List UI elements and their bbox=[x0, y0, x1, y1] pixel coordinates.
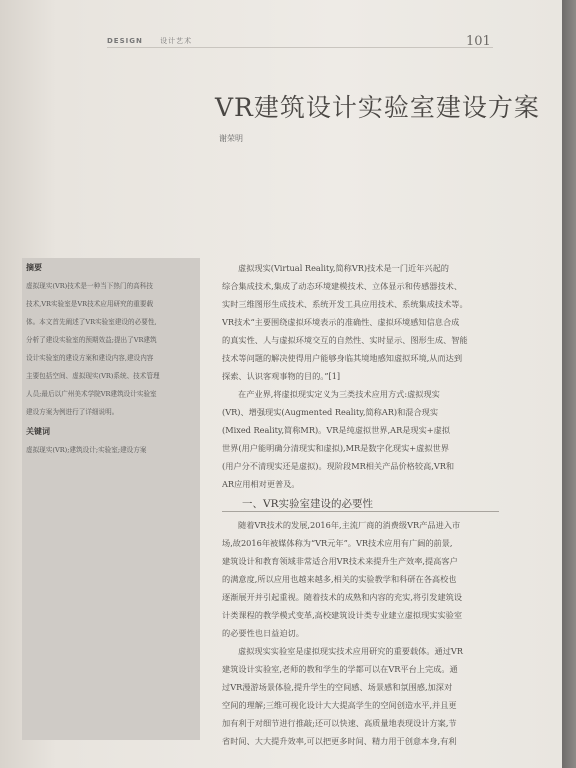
body-line: 省时间、大大提升效率,可以把更多时间、精力用于创意本身,有利 bbox=[222, 736, 457, 746]
body-line: 逐渐展开并引起重视。随着技术的成熟和内容的充实,将引发建筑设 bbox=[222, 592, 463, 602]
body-line: 虚拟现实实验室是虚拟现实技术应用研究的重要载体。通过VR bbox=[238, 646, 463, 656]
body-line: 加有利于对细节进行推敲;还可以快速、高质量地表现设计方案,节 bbox=[222, 718, 457, 728]
body-line: 的满意度,所以应用也越来越多,相关的实验教学和科研在各高校也 bbox=[222, 574, 457, 584]
body-line: 世界(用户能明确分清现实和虚拟),MR是数字化现实+虚拟世界 bbox=[222, 443, 449, 453]
page-number: 101 bbox=[466, 34, 491, 49]
body-line: 探索、认识客观事物的目的。”[1] bbox=[222, 371, 341, 381]
abstract-line: 虚拟现实(VR)技术是一种当下热门的高科技 bbox=[26, 282, 153, 290]
abstract-line: 主要包括空间、虚拟现实(VR)系统、技术管理 bbox=[26, 372, 160, 380]
body-line: 技术等问题的解决使得用户能够身临其境地感知虚拟环境,从而达到 bbox=[222, 353, 463, 363]
body-line: 在产业界,将虚拟现实定义为三类技术应用方式:虚拟现实 bbox=[238, 389, 440, 399]
body-line: 的必要性也日益迫切。 bbox=[222, 628, 304, 638]
body-line: 随着VR技术的发展,2016年,主流厂商的消费级VR产品进入市 bbox=[238, 520, 461, 530]
section-rule bbox=[222, 511, 499, 512]
abstract-line: 建设方案为例进行了详细说明。 bbox=[26, 408, 119, 416]
running-head-section: DESIGN bbox=[107, 37, 143, 45]
body-line: 空间的理解;三维可视化设计大大提高学生的空间创造水平,并且更 bbox=[222, 700, 457, 710]
abstract-line: 设计实验室的建设方案和建设内容,建设内容 bbox=[26, 354, 154, 362]
abstract-line: 人员;最后以广州美术学院VR建筑设计实验室 bbox=[26, 390, 157, 398]
body-line: 计类课程的教学模式变革,高校建筑设计类专业建立虚拟现实实验室 bbox=[222, 610, 463, 620]
header-rule bbox=[107, 47, 493, 48]
article-title: VR建筑设计实验室建设方案 bbox=[215, 93, 540, 122]
abstract-sidebar bbox=[22, 258, 200, 740]
body-line: 虚拟现实(Virtual Reality,简称VR)技术是一门近年兴起的 bbox=[238, 263, 449, 273]
body-line: VR技术“主要围绕虚拟环境表示的准确性、虚拟环境感知信息合成 bbox=[222, 317, 460, 327]
abstract-line: 体。本文首先阐述了VR实验室建设的必要性, bbox=[26, 318, 157, 326]
body-line: 综合集成技术,集成了动态环境建模技术、立体显示和传感器技术、 bbox=[222, 281, 463, 291]
body-line: (Mixed Reality,简称MR)。VR是纯虚拟世界,AR是现实+虚拟 bbox=[222, 425, 451, 435]
section-heading: 一、VR实验室建设的必要性 bbox=[242, 498, 373, 510]
body-line: 场,故2016年被媒体称为“VR元年”。VR技术应用有广阔的前景, bbox=[222, 538, 453, 548]
keywords-heading: 关键词 bbox=[26, 427, 50, 436]
author-name: 谢荣明 bbox=[219, 134, 243, 143]
body-line: (用户分不清现实还是虚拟)。现阶段MR相关产品价格较高,VR和 bbox=[222, 461, 455, 471]
abstract-line: 技术,VR实验室是VR技术应用研究的重要载 bbox=[26, 300, 154, 308]
body-line: 过VR漫游场景体验,提升学生的空间感、场景感和氛围感,加深对 bbox=[222, 682, 453, 692]
abstract-heading: 摘要 bbox=[26, 263, 42, 272]
body-line: 建筑设计实验室,老师的教和学生的学都可以在VR平台上完成。通 bbox=[222, 664, 458, 674]
body-line: 建筑设计和教育领域非常适合用VR技术来提升生产效率,提高客户 bbox=[222, 556, 458, 566]
page-edge-shadow bbox=[562, 0, 576, 768]
running-head bbox=[107, 36, 192, 46]
body-line: 实时三维图形生成技术、系统开发工具应用技术、系统集成技术等。 bbox=[222, 299, 468, 309]
running-head-subsection: 设计艺术 bbox=[160, 37, 193, 45]
body-line: 的真实性、人与虚拟环境交互的自然性、实时显示、图形生成、智能 bbox=[222, 335, 468, 345]
keywords-text: 虚拟现实(VR);建筑设计;实验室;建设方案 bbox=[26, 446, 147, 454]
abstract-line: 分析了建设实验室的预期效益;提出了VR建筑 bbox=[26, 336, 157, 344]
body-line: (VR)、增强现实(Augmented Reality,简称AR)和混合现实 bbox=[222, 407, 439, 417]
body-line: AR应用相对更普及。 bbox=[222, 479, 300, 489]
